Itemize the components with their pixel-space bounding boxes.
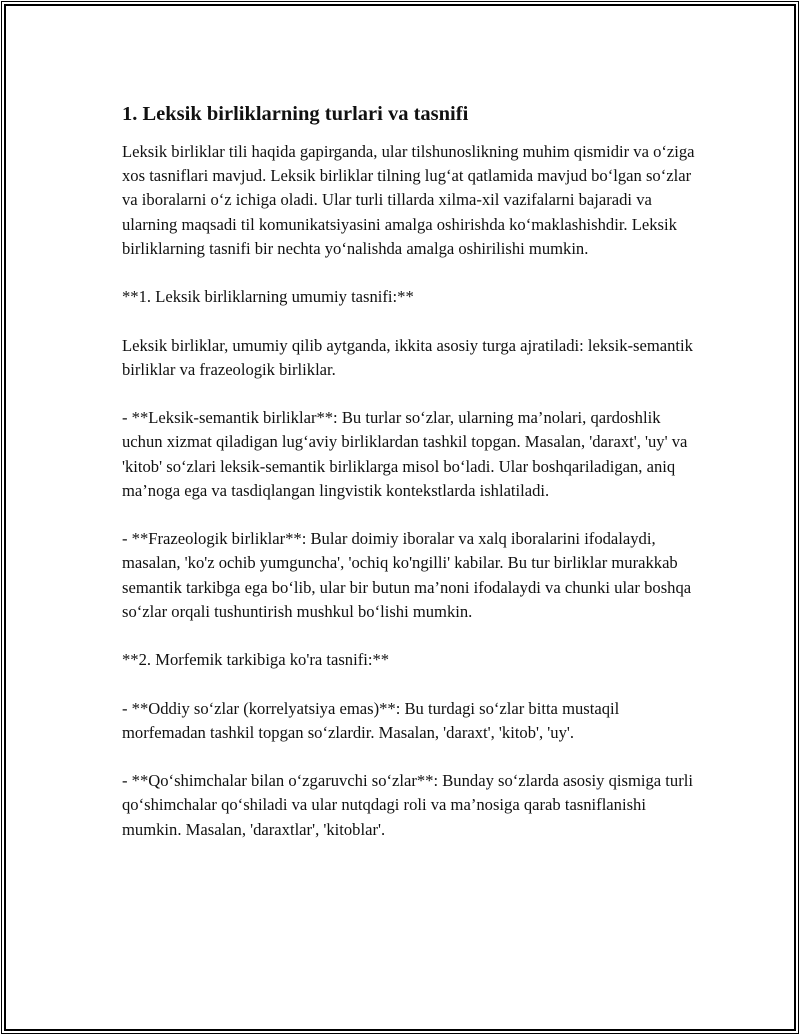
paragraph-two-main-types: Leksik birliklar, umumiy qilib aytganda, ikkita asosiy turga ajratiladi: leksik-semantik birliklar va frazeologik birliklar.: [122, 335, 693, 379]
section-heading-morphemic-classification: **2. Morfemik tarkibiga ko'ra tasnifi:**: [122, 650, 390, 670]
list-item-simple-words: - **Oddiy so‘zlar (korrelyatsiya emas)**: Bu turdagi so‘zlar bitta mustaqil morfemadan tashkil topgan so‘zlardir. Masalan, 'daraxt', 'kitob', 'uy'.: [122, 698, 620, 742]
page-frame: [4, 4, 796, 1031]
list-item-inflected-words: - **Qo‘shimchalar bilan o‘zgaruvchi so‘zlar**: Bunday so‘zlarda asosiy qismiga turli qo‘shimchalar qo‘shiladi va ular nutqdagi roli va ma’nosiga qarab tasniflanishi mumkin. Masalan, 'daraxtlar', 'kitoblar'.: [122, 771, 693, 839]
paragraph-intro: Leksik birliklar tili haqida gapirganda, ular tilshunoslikning muhim qismidir va o‘ziga xos tasniflari mavjud. Leksik birliklar tilning lug‘at qatlamida mavjud bo‘lgan so‘zlar va iboralarni o‘z ichiga oladi. Ular turli tillarda xilma-xil vazifalarni bajaradi va ularning maqsadi til komunikatsiyasini amalga oshirishda ko‘maklashishdir. Leksik birliklarning tasnifi bir nechta yo‘nalishda amalga oshirilishi mumkin.: [122, 142, 695, 258]
list-item-lexical-semantic-units: - **Leksik-semantik birliklar**: Bu turlar so‘zlar, ularning ma’nolari, qardoshlik uchun xizmat qiladigan lug‘aviy birliklardan tashkil topgan. Masalan, 'daraxt', 'uy' va 'kitob' so‘zlari leksik-semantik birliklarga misol bo‘ladi. Ular boshqariladigan, aniq ma’noga ega va tasdiqlangan lingvistik kontekstlarda ishlatiladi.: [122, 408, 688, 500]
list-item-phraseological-units: - **Frazeologik birliklar**: Bular doimiy iboralar va xalq iboralarini ifodalaydi, masalan, 'ko'z ochib yumguncha', 'ochiq ko'ngilli' kabilar. Bu tur birliklar murakkab semantik tarkibga ega bo‘lib, ular bir butun ma’noni ifodalaydi va chunki ular boshqa so‘zlar orqali tushuntirish mushkul bo‘lishi mumkin.: [122, 529, 692, 621]
document-title: 1. Leksik birliklarning turlari va tasnifi: [122, 103, 469, 125]
document-body: [122, 102, 697, 866]
section-heading-general-classification: **1. Leksik birliklarning umumiy tasnifi:**: [122, 287, 414, 307]
